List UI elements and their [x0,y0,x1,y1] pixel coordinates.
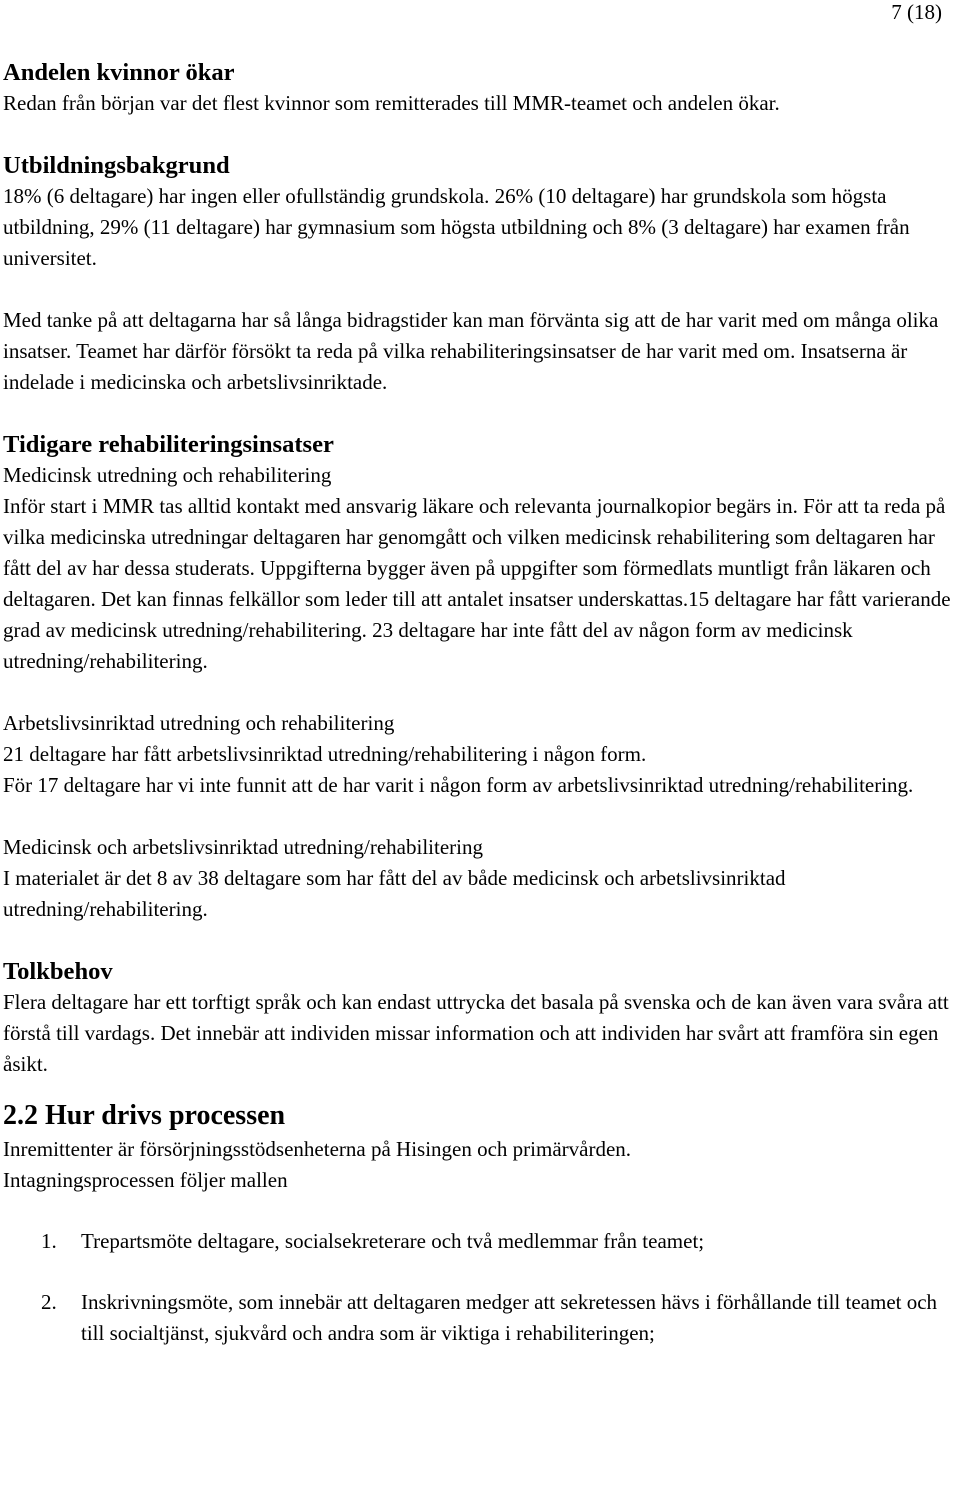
heading-utbildningsbakgrund: Utbildningsbakgrund [3,152,230,179]
subheading-medicinsk-utredning: Medicinsk utredning och rehabilitering [3,463,332,487]
subheading-arbetslivsinriktad: Arbetslivsinriktad utredning och rehabilitering [3,711,395,735]
paragraph-utbildningsbakgrund: 18% (6 deltagare) har ingen eller ofullständig grundskola. 26% (10 deltagare) har grundskola som högsta utbildning, 29% (11 deltagare) har gymnasium som högsta utbildning och 8% (3 deltagare) har examen från universitet. [3,184,910,270]
list-item-text: Trepartsmöte deltagare, socialsekreterare och två medlemmar från teamet; [81,1229,705,1253]
list-item [3,1287,958,1349]
page-number: 7 (18) [891,0,942,24]
subheading-medicinsk-och-arbetsliv: Medicinsk och arbetslivsinriktad utredning/rehabilitering [3,835,483,859]
paragraph-andelen-kvinnor: Redan från början var det flest kvinnor som remitterades till MMR-teamet och andelen ökar. [3,91,780,115]
process-list [3,1226,958,1349]
list-item-number: 1. [41,1229,57,1253]
heading-andelen-kvinnor: Andelen kvinnor ökar [3,59,235,86]
paragraph-medicinsk-utredning: Inför start i MMR tas alltid kontakt med ansvarig läkare och relevanta journalkopior begärs in. För att ta reda på vilka medicinska utredningar deltagaren har genomgått och vilken medicinsk rehabilitering som deltagaren har fått del av har dessa studerats. Uppgifterna bygger även på uppgifter som förmedlats muntligt från läkaren och deltagaren. Det kan finnas felkällor som leder till att antalet insatser underskattas.15 deltagare har fått varierande grad av medicinsk utredning/rehabilitering. 23 deltagare har inte fått del av någon form av medicinsk utredning/rehabilitering. [3,494,951,673]
paragraph-inremittenter: Inremittenter är försörjningsstödsenheterna på Hisingen och primärvården. [3,1137,632,1161]
paragraph-intagningsprocessen: Intagningsprocessen följer mallen [3,1168,288,1192]
list-item-number: 2. [41,1290,57,1314]
heading-tolkbehov: Tolkbehov [3,958,113,985]
paragraph-medicinsk-och-arbetsliv: I materialet är det 8 av 38 deltagare som har fått del av både medicinsk och arbetslivsinriktad utredning/rehabilitering. [3,866,786,921]
paragraph-arbetslivsinriktad-2: För 17 deltagare har vi inte funnit att de har varit i någon form av arbetslivsinriktad utredning/rehabilitering. [3,773,914,797]
document-body [3,57,958,1349]
list-item [3,1226,958,1257]
paragraph-arbetslivsinriktad-1: 21 deltagare har fått arbetslivsinriktad utredning/rehabilitering i någon form. [3,742,647,766]
section-heading-hur-drivs-processen: 2.2 Hur drivs processen [3,1100,286,1131]
paragraph-tolkbehov: Flera deltagare har ett torftigt språk och kan endast uttrycka det basala på svenska och de kan även vara svåra att förstå till vardags. Det innebär att individen missar information och att individen har svårt att framföra sin egen åsikt. [3,990,949,1076]
list-item-text: Inskrivningsmöte, som innebär att deltagaren medger att sekretessen hävs i förhållande till teamet och till socialtjänst, sjukvård och andra som är viktiga i rehabiliteringen; [81,1290,938,1345]
heading-tidigare-rehabilitering: Tidigare rehabiliteringsinsatser [3,431,334,458]
paragraph-insatser-intro: Med tanke på att deltagarna har så långa bidragstider kan man förvänta sig att de har varit med om många olika insatser. Teamet har därför försökt ta reda på vilka rehabiliteringsinsatser de har varit med om. Insatserna är indelade i medicinska och arbetslivsinriktade. [3,308,939,394]
